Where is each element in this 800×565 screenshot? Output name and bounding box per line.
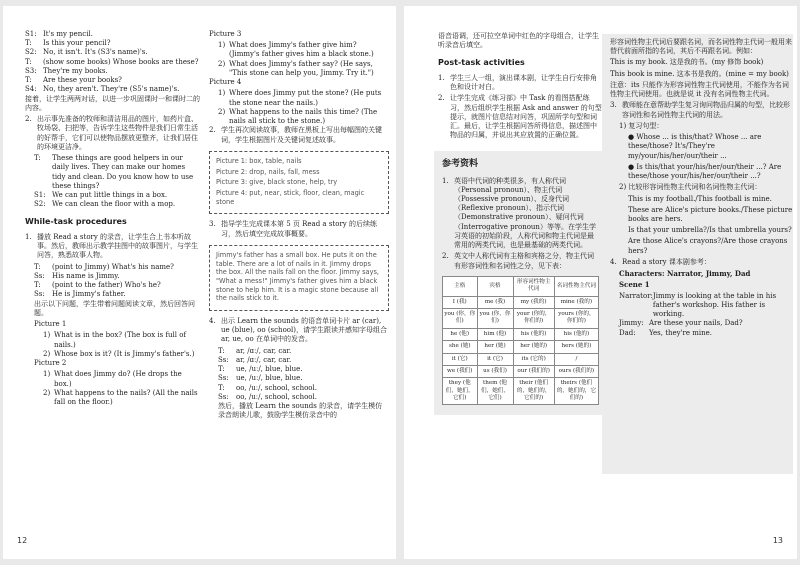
numbered-item: 1. 播放 Read a story 的录音，让学生合上书本听故事。然后，教师出示教学挂图中的故事图片，与学生问答，熟悉故事人物。 — [25, 233, 198, 260]
bullet-item: ● Is this/that your/his/her/our/their ...? Are these/those your/his/her/our/their ...? — [628, 162, 782, 181]
table-body — [443, 296, 599, 405]
comparison-line: Is that your umbrella?/Is that umbrella yours? — [628, 226, 792, 235]
pronoun-table — [442, 276, 599, 406]
bullet-item: ● Whose ... is this/that? Whose ... are these/those? It's/They're my/your/his/her/our/their ... — [628, 133, 762, 160]
table-cell: ours (我们的) — [554, 365, 598, 377]
table-header-row — [443, 276, 599, 296]
item-number: 2. — [442, 252, 449, 261]
line-text: ar, /ɑː/, car, car. — [236, 355, 292, 364]
line-text: Are these your books? — [43, 76, 122, 85]
page-number: 12 — [17, 536, 28, 546]
numbered-item — [442, 177, 599, 251]
line-text: (show some books) Whose books are these? — [43, 57, 199, 66]
speaker: S2: — [25, 48, 37, 57]
numbered-item: 3. 指导学生完成课本第 5 页 Read a story 的后续练习，然后填空完成故事概要。 — [209, 220, 377, 238]
question-number: 1) — [218, 89, 226, 98]
table-header-cell: 名词性物主代词 — [554, 276, 598, 296]
comparison-line: These are Alice's picture books./These picture books are hers. — [628, 205, 793, 223]
section-heading: Post-task activities — [438, 58, 525, 68]
table-cell: him (他) — [477, 328, 513, 340]
question-number: 1) — [43, 331, 51, 340]
question-item — [34, 331, 200, 349]
question-text: Whose box is it? (It is Jimmy's father's.) — [54, 349, 195, 358]
characters-line: Characters: Narrator, Jimmy, Dad — [619, 269, 751, 279]
table-row — [443, 365, 599, 377]
dialog-line — [218, 374, 389, 383]
dialog-line — [34, 290, 200, 299]
dialog-line — [218, 365, 389, 374]
dialog-line — [25, 76, 200, 85]
table-header-cell: 主格 — [443, 276, 478, 296]
table-cell: her (她) — [477, 341, 513, 353]
line-text: No, it isn't. It's (S3's name)'s. — [43, 48, 148, 57]
keyword-line: Picture 3: give, black stone, help, try — [216, 178, 338, 187]
table-cell: you (你，你们) — [443, 309, 478, 329]
dialog-line — [218, 356, 389, 365]
speaker: S1: — [25, 30, 37, 38]
line-text: ue, /uː/, blue, blue. — [236, 374, 303, 383]
left-page-column-1 — [25, 30, 200, 407]
dialog-line — [619, 319, 793, 328]
speaker: T: — [25, 57, 32, 66]
table-cell: it (它) — [477, 353, 513, 365]
item-text: 学生三人一组，演出课本剧，让学生自行安排角色和设计对白。 — [450, 74, 597, 92]
table-cell: them (他们，她们，它们) — [477, 378, 513, 405]
question-item — [34, 370, 200, 388]
dialog-block — [25, 154, 200, 209]
keywords-box — [209, 151, 389, 215]
question-text: What happens to the nails this time? (The nails all stick to the stone.) — [229, 107, 378, 126]
line-text: Jimmy is looking at the table in his father's workshop. His father is working. — [652, 291, 777, 319]
dialog-line — [34, 200, 200, 209]
right-page-column-1 — [438, 32, 603, 415]
question-item — [209, 108, 389, 126]
table-cell: he (他) — [443, 328, 478, 340]
item-text: 让学生完成《练习部》中 Task 的看图搭配练习，然后组织学生根据 Ask and answer 的句型提示，就图片信息结对问答，巩固所学句型和词汇。最后，让学生根据问答所得信息，描述图中物品的归属，并说出其应放置的正确位置。 — [450, 94, 602, 140]
play-script — [610, 292, 793, 338]
speaker: Dad: — [619, 328, 636, 337]
keyword-line: Picture 4: put, near, stick, floor, clean, magic stone — [216, 188, 365, 206]
table-row — [443, 378, 599, 405]
speaker: Jimmy: — [619, 319, 644, 328]
question-text: What is in the box? (The box is full of nails.) — [54, 331, 187, 349]
question-text: What happens to the nails? (All the nails fall on the floor.) — [54, 388, 198, 406]
item-text: 英文中人称代词有主格和宾格之分，物主代词有形容词性和名词性之分，见下表： — [454, 252, 594, 270]
right-page-column-2 — [610, 38, 793, 338]
example-line: This book is mine. 这本书是我的。(mine = my book) — [610, 69, 789, 78]
question-number: 2) — [218, 107, 226, 116]
paragraph: 形容词性物主代词后要跟名词，而名词性物主代词一般用来替代前面所指的名词，其后不再跟名词。例如： — [610, 38, 792, 56]
dialog-line — [218, 393, 389, 402]
speaker: T: — [218, 365, 225, 374]
comparison-list — [610, 195, 793, 256]
bullet-list — [610, 133, 793, 181]
table-header-cell: 形容词性物主代词 — [513, 276, 554, 296]
table-row — [443, 341, 599, 353]
speaker: Ss: — [34, 271, 45, 280]
picture-questions — [25, 320, 200, 407]
dialog-line — [218, 347, 389, 356]
numbered-list — [442, 177, 599, 271]
keyword-line: Picture 2: drop, nails, fall, mess — [216, 167, 320, 176]
speaker: T: — [34, 281, 41, 290]
line-text: He is Jimmy's father. — [52, 290, 126, 299]
dialog-line — [34, 281, 200, 290]
comparison-line: This is my football./This football is mine. — [628, 194, 772, 203]
dialog-line — [34, 191, 200, 200]
right-page — [404, 6, 797, 559]
question-item — [34, 350, 200, 359]
item-text: 英语中代词的种类很多，有人称代词（Personal pronoun）、物主代词（Possessive pronoun）、反身代词（Reflexive pronoun）、指示代词（Demonstrative pronoun）、疑问代词（Interrogative pronoun）等等。在学生学习英语的初始阶段，人称代词和物主代词是最常用的两类代词，也是最基础的两类代词。 — [454, 176, 596, 250]
dialog-line — [34, 263, 200, 272]
table-cell: theirs (他们的，她们的，它们的) — [554, 378, 598, 405]
table-cell: us (我们) — [477, 365, 513, 377]
dialog-line — [25, 48, 200, 57]
table-row — [443, 328, 599, 340]
dialog-line — [619, 329, 793, 338]
line-text: It's my pencil. — [43, 30, 93, 38]
section-heading: While-task procedures — [25, 217, 127, 227]
line-text: ar, /ɑː/, car, car. — [236, 346, 292, 355]
table-cell: they (他们，她们，它们) — [443, 378, 478, 405]
line-text: These things are good helpers in our daily lives. They can make our homes tidy and clean. Do you know how to use these things? — [52, 154, 194, 190]
numbered-item: 4. Read a story 课本剧参考： — [610, 257, 711, 266]
left-page — [3, 6, 396, 559]
speaker: T: — [25, 76, 32, 85]
numbered-item: 4. 出示 Learn the sounds 的语音单词卡片 ar (car), ue (blue), oo (school)，请学生跟读并感知字母组合 ar, ue, oo 在单词中的发音。 — [209, 317, 387, 344]
speaker: S2: — [34, 200, 46, 209]
question-number: 2) — [218, 59, 226, 68]
picture-label: Picture 4 — [209, 78, 242, 87]
speaker: T: — [218, 383, 225, 392]
scene-label: Scene 1 — [619, 280, 650, 290]
numbered-item — [438, 74, 603, 92]
picture-label: Picture 2 — [34, 359, 67, 368]
dialog-line — [25, 58, 200, 67]
paragraph: 出示以下问题，学生带着问题阅读文章，然后回答问题。 — [34, 299, 195, 317]
dialog-line — [25, 39, 200, 48]
table-cell: our (我们的) — [513, 365, 554, 377]
dialog-block — [25, 263, 200, 300]
dialog-block — [25, 30, 200, 95]
line-text: No, they aren't. They're (S5's name)'s. — [43, 85, 180, 94]
table-cell: his (他的) — [513, 328, 554, 340]
table-row — [443, 296, 599, 308]
line-text: We can put little things in a box. — [52, 190, 168, 199]
table-cell: their (他们的，她们的，它们的) — [513, 378, 554, 405]
table-cell: she (她) — [443, 341, 478, 353]
question-text: What does Jimmy do? (He drops the box.) — [54, 370, 182, 388]
table-cell: hers (她的) — [554, 341, 598, 353]
question-item — [209, 89, 389, 107]
keyword-line: Picture 1: box, table, nails — [216, 156, 302, 165]
dialog-line — [34, 272, 200, 281]
dialog-block — [209, 347, 389, 402]
comparison-line: Are those Alice's crayons?/Are those crayons hers? — [628, 237, 788, 255]
line-text: Yes, they're mine. — [649, 328, 713, 337]
table-cell: me (我) — [477, 296, 513, 308]
question-number: 2) — [43, 388, 51, 397]
table-row — [443, 353, 599, 365]
table-cell: we (我们) — [443, 365, 478, 377]
speaker: T: — [34, 262, 41, 271]
speaker: Ss: — [218, 355, 229, 364]
question-number: 2) — [43, 349, 51, 358]
paragraph: 接着，让学生两两对话，以进一步巩固课时一和课时二的内容。 — [25, 94, 200, 112]
speaker: Ss: — [218, 374, 229, 383]
numbered-item: 2. 学生再次阅读故事，教师在黑板上写出每幅图的关键词，学生根据图片及关键词复述故事。 — [209, 126, 382, 144]
table-cell: my (我的) — [513, 296, 554, 308]
note: 注意：its 只能作为形容词性物主代词使用，不能作为名词性物主代词使用。也就是说 it 没有名词性物主代词。 — [610, 80, 789, 99]
line-text: oo, /uː/, school, school. — [236, 383, 317, 392]
table-cell: / — [554, 353, 598, 365]
dialog-line — [619, 292, 793, 320]
question-item — [209, 60, 389, 78]
table-header-cell: 宾格 — [477, 276, 513, 296]
line-text: ue, /uː/, blue, blue. — [236, 365, 303, 374]
table-row — [443, 309, 599, 329]
picture-label: Picture 1 — [34, 320, 67, 329]
sub-label: 2) 比较形容词性物主代词和名词性物主代词： — [619, 183, 762, 192]
left-page-column-2 — [209, 30, 389, 423]
dialog-line — [25, 67, 200, 76]
example-line: This is my book. 这是我的书。(my 修饰 book) — [610, 58, 764, 67]
table-cell: mine (我的) — [554, 296, 598, 308]
item-number: 1. — [438, 74, 445, 83]
page-number: 13 — [772, 536, 783, 546]
numbered-list — [438, 74, 603, 141]
reference-box — [434, 151, 607, 416]
question-item — [34, 389, 200, 407]
numbered-item: 2. 出示事先准备的牧师和清洁用品的图片，如药片盒、牧场袋、扫把等，告诉学生这些物件是我们日常生活的好帮手，它们可以使物品摆放更整齐，让我们居住的环境更洁净。 — [25, 115, 198, 151]
question-text: Where does Jimmy put the stone? (He puts the stone near the nails.) — [229, 89, 382, 107]
picture-label: Picture 3 — [209, 30, 242, 38]
line-text: (point to the father) Who's he? — [52, 281, 161, 290]
sub-label: 1) 复习句型： — [619, 121, 664, 130]
line-text: We can clean the floor with a mop. — [52, 200, 176, 209]
dialog-line — [34, 154, 200, 191]
table-cell: it (它) — [443, 353, 478, 365]
question-item — [209, 41, 389, 59]
picture-questions — [209, 30, 389, 126]
table-cell: I (我) — [443, 296, 478, 308]
dialog-line — [218, 384, 389, 393]
dialog-line — [25, 30, 200, 39]
paragraph: 语音语调，还可拉空单词中红色的字母组合，让学生听录音后填空。 — [438, 32, 599, 50]
line-text: (point to Jimmy) What's his name? — [52, 262, 174, 271]
numbered-item — [438, 94, 603, 140]
line-text: oo, /uː/, school, school. — [236, 392, 317, 401]
line-text: Is this your pencil? — [43, 39, 111, 48]
paragraph: 然后，播放 Learn the sounds 的录音，请学生模仿录音朗读儿歌，鼓励学生模仿录音中的 — [218, 402, 383, 420]
story-summary: Jimmy's father has a small box. He puts it on the table. There are a lot of nails in it. Jimmy drops the box. All the nails fall on the floor. Jimmy says, "What a mess!" Jimmy's father gives him a black stone to help him. It is a magic stone because all the nails stick to it. — [216, 250, 380, 303]
question-text: What does Jimmy's father give him? (Jimmy's father gives him a black stone.) — [229, 41, 374, 59]
table-cell: its (它的) — [513, 353, 554, 365]
speaker: S1: — [34, 190, 46, 199]
table-cell: his (他的) — [554, 328, 598, 340]
reference-title: 参考资料 — [442, 158, 479, 169]
table-cell: you (你，你们) — [477, 309, 513, 329]
dialog-line — [25, 85, 200, 94]
speaker: S4: — [25, 85, 37, 94]
question-text: What does Jimmy's father say? (He says, "This stone can help you, Jimmy. Try it.") — [229, 59, 374, 77]
speaker: Narrator: — [619, 291, 653, 300]
story-summary-box — [209, 245, 389, 311]
question-number: 1) — [43, 370, 51, 379]
numbered-item: 3. 教师能在意帮助学生复习询问物品归属的句型，比较形容词性和名词性物主代词的用法。 — [610, 101, 790, 119]
speaker: T: — [34, 154, 41, 163]
speaker: Ss: — [34, 290, 45, 299]
item-number: 1. — [442, 176, 449, 185]
speaker: S3: — [25, 66, 37, 75]
speaker: T: — [218, 346, 225, 355]
speaker: Ss: — [218, 392, 229, 401]
table-cell: your (你的，你们的) — [513, 309, 554, 329]
line-text: Are these your nails, Dad? — [649, 319, 743, 328]
line-text: They're my books. — [43, 66, 108, 75]
speaker: T: — [25, 39, 32, 48]
question-number: 1) — [218, 41, 226, 50]
numbered-item — [442, 252, 599, 270]
line-text: His name is Jimmy. — [52, 271, 120, 280]
item-number: 2. — [438, 94, 445, 103]
table-cell: her (她的) — [513, 341, 554, 353]
table-cell: yours (你的，你们的) — [554, 309, 598, 329]
